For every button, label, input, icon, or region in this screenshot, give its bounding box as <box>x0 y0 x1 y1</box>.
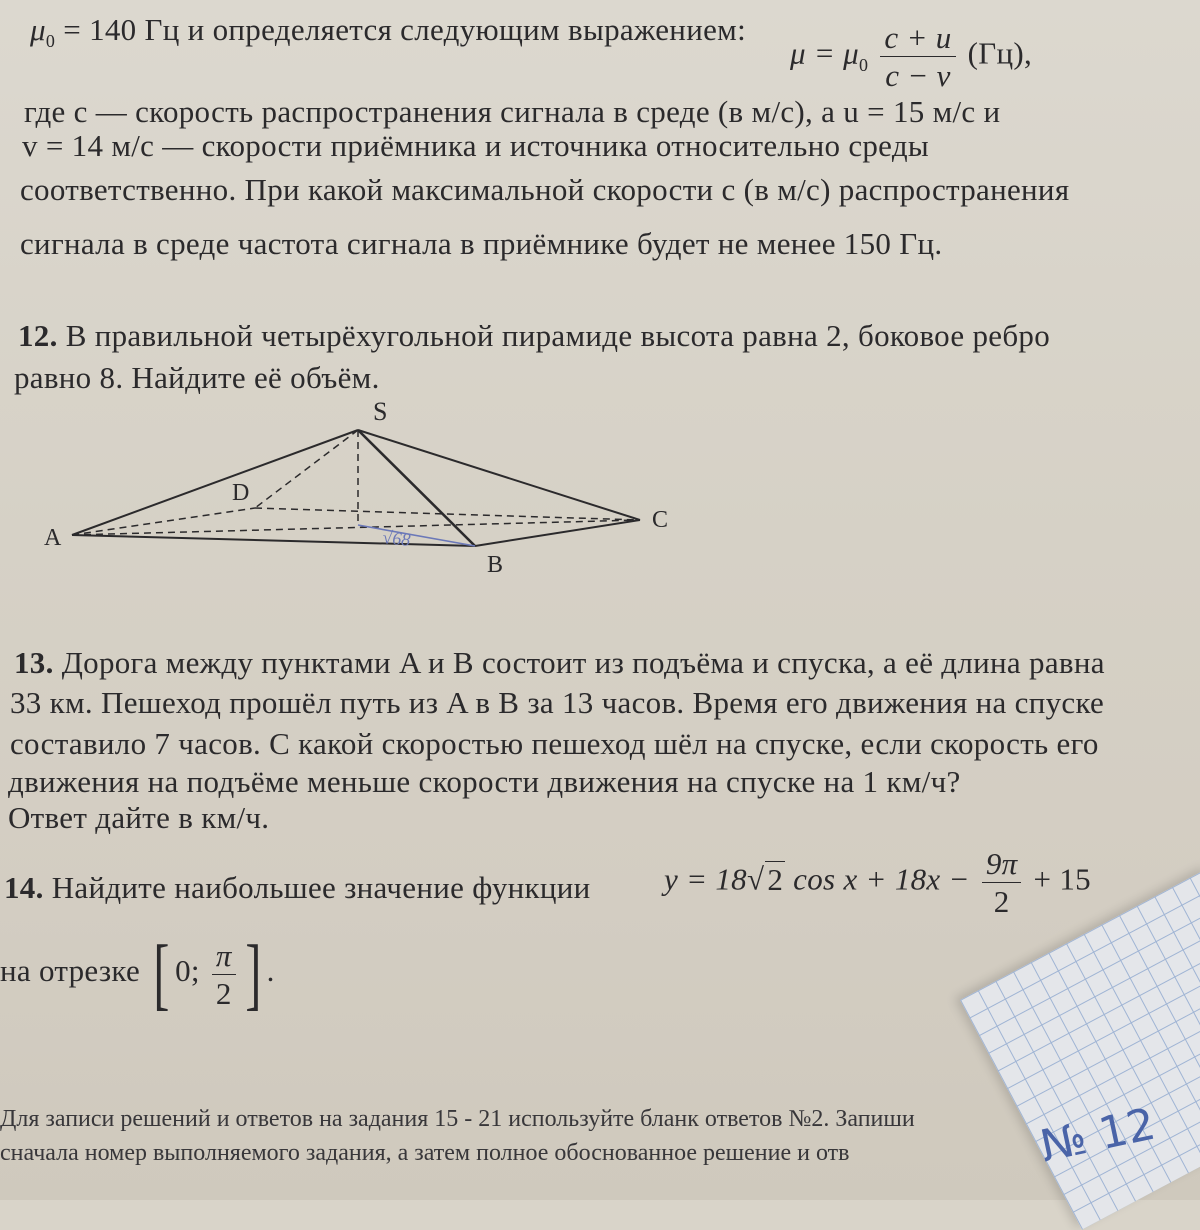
sqrt-sign: √ <box>746 861 765 897</box>
formula-mu: μ = μ <box>790 35 860 71</box>
p12-line2: равно 8. Найдите её объём. <box>14 360 380 395</box>
mu0-symbol: μ <box>30 12 46 47</box>
label-A: A <box>44 525 62 551</box>
edge-BC <box>475 520 640 546</box>
interval-frac-den: 2 <box>215 975 232 1011</box>
right-bracket: ] <box>245 930 262 1018</box>
p12-text: В правильной четырёхугольной пирамиде высота равна 2, боковое ребро <box>57 318 1050 353</box>
interval-fraction <box>212 937 236 1011</box>
p13-line3: составило 7 часов. С какой скоростью пешеход шёл на спуске, если скорость его <box>10 726 1099 761</box>
footer-line2: сначала номер выполняемого задания, а затем полное обоснованное решение и отв <box>0 1140 850 1166</box>
formula-sub: 0 <box>859 54 869 75</box>
fraction-denominator: c − v <box>885 58 951 93</box>
p13-line2: 33 км. Пешеход прошёл путь из A в B за 13 часов. Время его движения на спуске <box>10 685 1105 720</box>
sqrt-radicand: 2 <box>767 861 784 897</box>
edge-SA <box>72 430 358 535</box>
edge-SC <box>358 430 640 520</box>
p14-line2 <box>0 930 275 1018</box>
p14-formula <box>664 848 1091 917</box>
label-C: C <box>652 507 669 533</box>
p11-line2: где c — скорость распространения сигнала в среде (в м/с), а u = 15 м/с и <box>24 94 1001 129</box>
formula-unit: (Гц), <box>967 35 1033 71</box>
p13-line5: Ответ дайте в км/ч. <box>8 800 270 835</box>
handwritten-note: √68 <box>381 527 412 550</box>
p11-line4: соответственно. При какой максимальной скорости c (в м/с) распространения <box>20 172 1070 207</box>
edge-AD <box>72 508 255 535</box>
left-bracket: [ <box>153 930 170 1018</box>
notebook-handwriting: № 12 <box>1035 1098 1160 1173</box>
p11-line5: сигнала в среде частота сигнала в приёмнике будет не менее 150 Гц. <box>20 226 943 261</box>
label-S: S <box>373 397 388 426</box>
mu0-sub: 0 <box>45 31 56 52</box>
p13-text: Дорога между пунктами A и B состоит из подъёма и спуска, а её длина равна <box>53 645 1105 680</box>
p14-number: 14. <box>4 870 44 905</box>
p14-text: Найдите наибольшее значение функции <box>43 870 591 905</box>
func-part-b: cos x + 18x − <box>785 861 970 897</box>
footer-line1: Для записи решений и ответов на задания 15 - 21 используйте бланк ответов №2. Запиши <box>0 1106 915 1132</box>
notebook-sheet <box>960 869 1200 1230</box>
func-part-a: y = 18 <box>664 861 747 897</box>
p11-line3: v = 14 м/с — скорости приёмника и источника относительно среды <box>22 128 930 163</box>
interval-frac-num: π <box>212 940 236 975</box>
interval-end: . <box>266 953 275 989</box>
func-frac-den: 2 <box>993 884 1010 919</box>
edge-SD <box>255 430 358 508</box>
interval-start: 0; <box>175 953 200 989</box>
fraction-numerator: c + u <box>880 22 955 57</box>
p12-number: 12. <box>18 318 58 353</box>
func-frac-num: 9π <box>982 848 1022 883</box>
p11-line1-text: = 140 Гц и определяется следующим выражением: <box>55 12 746 47</box>
p13-line1 <box>14 645 1105 681</box>
label-B: B <box>487 552 504 578</box>
func-part-c: + 15 <box>1033 861 1091 897</box>
p13-line4: движения на подъёме меньше скорости движения на спуске на 1 км/ч? <box>8 764 961 799</box>
pyramid-diagram <box>0 0 1200 600</box>
edge-AB <box>72 535 475 546</box>
label-D: D <box>232 480 250 506</box>
p14-line1 <box>4 870 591 906</box>
func-fraction <box>982 848 1022 917</box>
p13-number: 13. <box>14 645 54 680</box>
interval-label: на отрезке <box>0 953 141 989</box>
